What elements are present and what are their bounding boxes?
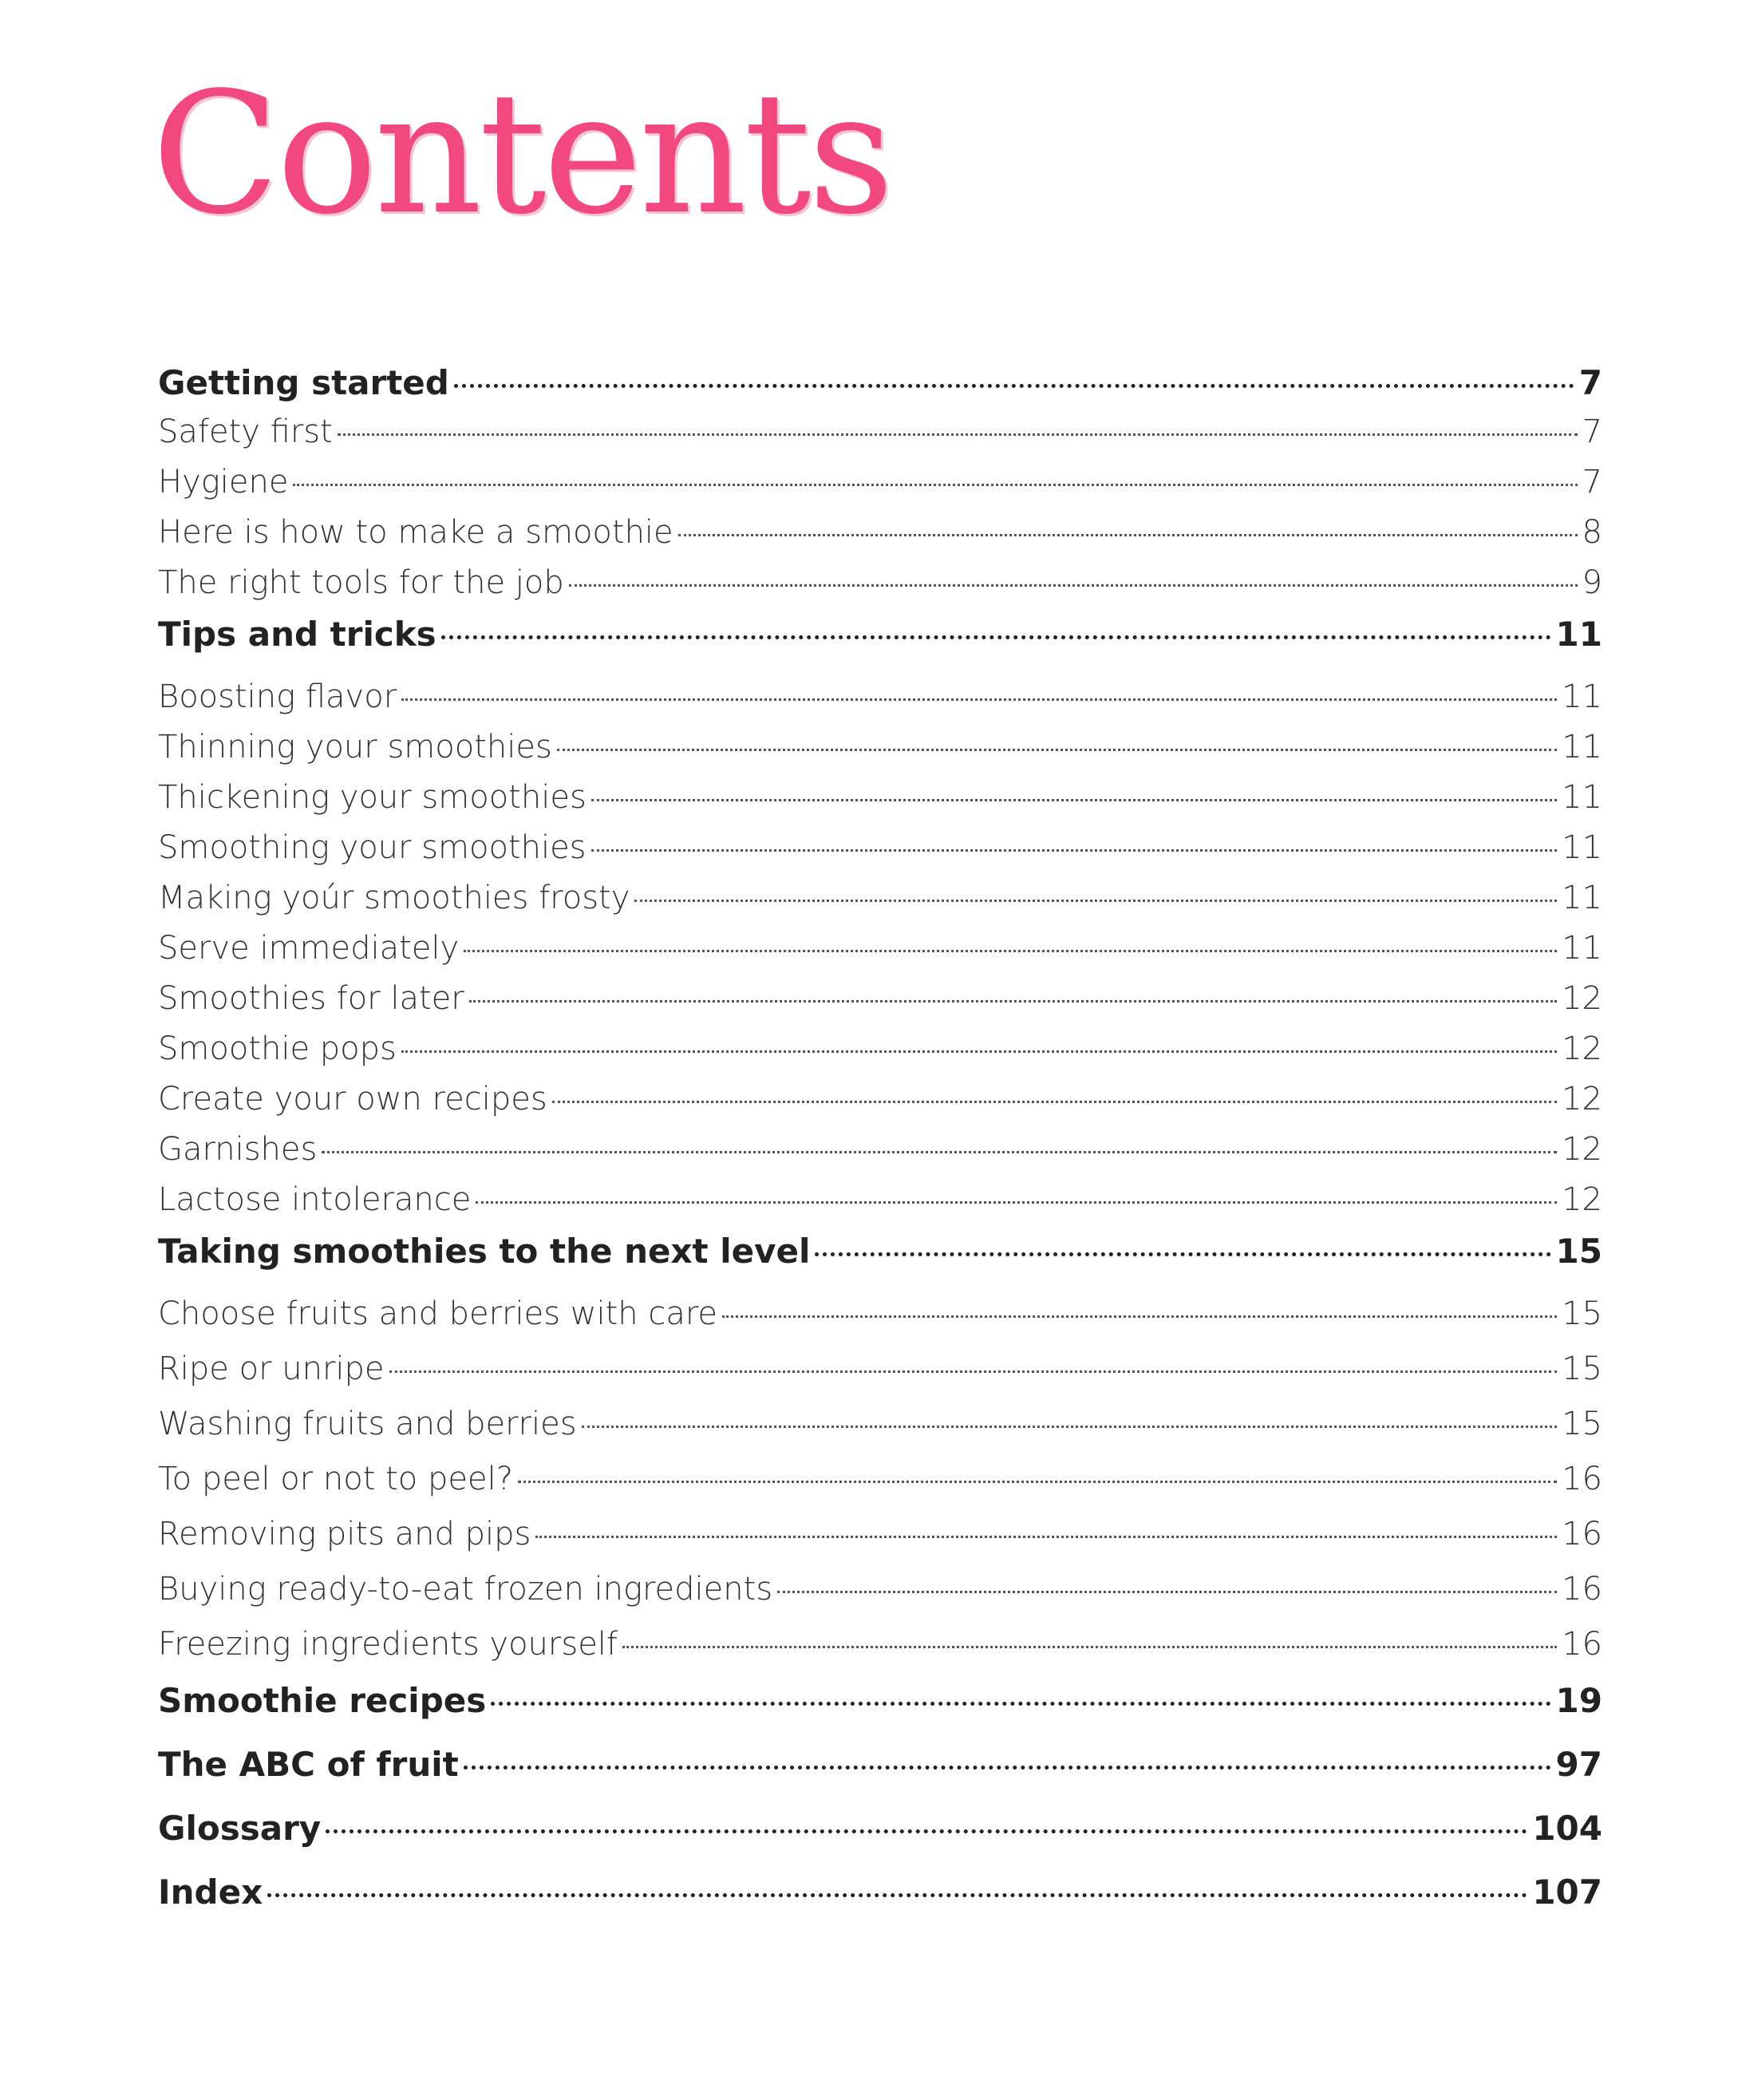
page-number: 11: [1555, 615, 1602, 654]
page-number: 12: [1562, 980, 1602, 1017]
page-number: 11: [1562, 729, 1602, 765]
dot-leader: [591, 799, 1557, 801]
entry-title: Making yoúr smoothies frosty: [158, 880, 630, 916]
toc-item[interactable]: [158, 1131, 1602, 1181]
page-number: 15: [1562, 1406, 1602, 1442]
dot-leader: [401, 698, 1557, 701]
dot-leader: [454, 384, 1574, 388]
entry-title: Taking smoothies to the next level: [158, 1232, 811, 1271]
toc-item[interactable]: [158, 829, 1602, 880]
dot-leader: [815, 1252, 1550, 1256]
dot-leader: [591, 849, 1558, 852]
page-number: 12: [1562, 1081, 1602, 1117]
entry-title: To peel or not to peel?: [158, 1461, 513, 1497]
page-number: 104: [1532, 1809, 1602, 1848]
toc-item[interactable]: [158, 880, 1602, 930]
page-number: 15: [1562, 1295, 1602, 1332]
dot-leader: [722, 1315, 1557, 1318]
page-number: 7: [1582, 464, 1602, 500]
dot-leader: [678, 534, 1578, 536]
dot-leader: [389, 1370, 1558, 1373]
page-number: 11: [1562, 779, 1602, 816]
dot-leader: [557, 749, 1557, 751]
page-number: 11: [1562, 829, 1602, 866]
page-number: 11: [1562, 678, 1602, 715]
dot-leader: [582, 1426, 1558, 1428]
entry-title: Ripe or unripe: [158, 1351, 385, 1387]
entry-title: Washing fruits and berries: [158, 1406, 577, 1442]
entry-title: Removing pits and pips: [158, 1516, 531, 1552]
dot-leader: [464, 1766, 1551, 1770]
entry-title: Boosting flavor: [158, 678, 397, 715]
entry-title: Getting started: [158, 363, 449, 402]
toc-section[interactable]: [158, 1681, 1602, 1745]
entry-title: Buying ready-to-eat frozen ingredients: [158, 1571, 773, 1608]
entry-title: Thickening your smoothies: [158, 779, 587, 816]
toc-item[interactable]: [158, 464, 1602, 514]
entry-title: The ABC of fruit: [158, 1745, 459, 1784]
page-number: 15: [1555, 1232, 1602, 1271]
entry-title: Choose fruits and berries with care: [158, 1295, 718, 1332]
page-number: 12: [1562, 1181, 1602, 1218]
toc-item[interactable]: [158, 779, 1602, 829]
toc-section[interactable]: [158, 1232, 1602, 1295]
toc-item[interactable]: [158, 1461, 1602, 1516]
toc-item[interactable]: [158, 1571, 1602, 1626]
entry-title: Smoothies for later: [158, 980, 464, 1017]
dot-leader: [634, 900, 1557, 902]
entry-title: Thinning your smoothies: [158, 729, 552, 765]
dot-leader: [441, 635, 1551, 639]
toc-item[interactable]: [158, 1295, 1602, 1351]
entry-title: Tips and tricks: [158, 615, 436, 654]
entry-title: Glossary: [158, 1809, 322, 1848]
page-number: 16: [1562, 1571, 1602, 1608]
toc-section[interactable]: [158, 1745, 1602, 1809]
page-title: Contents: [152, 56, 891, 251]
dot-leader: [777, 1591, 1557, 1593]
page-number: 15: [1562, 1351, 1602, 1387]
toc-item[interactable]: [158, 514, 1602, 564]
toc-item[interactable]: [158, 1351, 1602, 1406]
entry-title: Freezing ingredients yourself: [158, 1626, 618, 1663]
toc-section[interactable]: [158, 363, 1602, 413]
entry-title: Safety first: [158, 413, 333, 450]
dot-leader: [535, 1536, 1557, 1538]
entry-title: Hygiene: [158, 464, 289, 500]
entry-title: Lactose intolerance: [158, 1181, 472, 1218]
dot-leader: [622, 1646, 1557, 1648]
page-number: 97: [1555, 1745, 1602, 1784]
dot-leader: [293, 484, 1577, 486]
entry-title: Index: [158, 1873, 263, 1912]
toc-item[interactable]: [158, 1030, 1602, 1081]
page-number: 16: [1562, 1626, 1602, 1663]
toc-item[interactable]: [158, 1516, 1602, 1571]
toc-item[interactable]: [158, 1626, 1602, 1681]
entry-title: Here is how to make a smoothie: [158, 514, 673, 551]
page-number: 19: [1555, 1681, 1602, 1720]
toc-item[interactable]: [158, 1081, 1602, 1131]
toc-item[interactable]: [158, 678, 1602, 729]
page-number: 12: [1562, 1131, 1602, 1168]
dot-leader: [476, 1201, 1557, 1204]
page-number: 16: [1562, 1516, 1602, 1552]
dot-leader: [464, 950, 1557, 952]
dot-leader: [338, 433, 1578, 436]
page-number: 12: [1562, 1030, 1602, 1067]
page-number: 16: [1562, 1461, 1602, 1497]
dot-leader: [322, 1151, 1557, 1153]
dot-leader: [552, 1101, 1557, 1103]
dot-leader: [569, 584, 1578, 587]
dot-leader: [401, 1050, 1557, 1053]
dot-leader: [518, 1481, 1557, 1483]
entry-title: Smoothie recipes: [158, 1681, 487, 1720]
table-of-contents: [158, 363, 1602, 1936]
page-number: 7: [1582, 413, 1602, 450]
page-number: 8: [1582, 514, 1602, 551]
toc-item[interactable]: [158, 980, 1602, 1030]
entry-title: Garnishes: [158, 1131, 318, 1168]
toc-section[interactable]: [158, 1809, 1602, 1873]
entry-title: Smoothing your smoothies: [158, 829, 587, 866]
page-number: 107: [1532, 1873, 1602, 1912]
toc-item[interactable]: [158, 1181, 1602, 1232]
dot-leader: [326, 1829, 1527, 1833]
toc-section[interactable]: [158, 1873, 1602, 1936]
page-number: 9: [1582, 564, 1602, 601]
entry-title: Serve immediately: [158, 930, 460, 967]
toc-item[interactable]: [158, 1406, 1602, 1461]
toc-item[interactable]: [158, 930, 1602, 980]
dot-leader: [491, 1702, 1550, 1706]
dot-leader: [469, 1000, 1557, 1003]
toc-item[interactable]: [158, 729, 1602, 779]
entry-title: Smoothie pops: [158, 1030, 397, 1067]
page-number: 7: [1578, 363, 1602, 402]
toc-item[interactable]: [158, 413, 1602, 464]
page-number: 11: [1562, 930, 1602, 967]
toc-item[interactable]: [158, 564, 1602, 615]
dot-leader: [267, 1893, 1527, 1897]
entry-title: Create your own recipes: [158, 1081, 547, 1117]
toc-section[interactable]: [158, 615, 1602, 678]
page-number: 11: [1562, 880, 1602, 916]
entry-title: The right tools for the job: [158, 564, 564, 601]
